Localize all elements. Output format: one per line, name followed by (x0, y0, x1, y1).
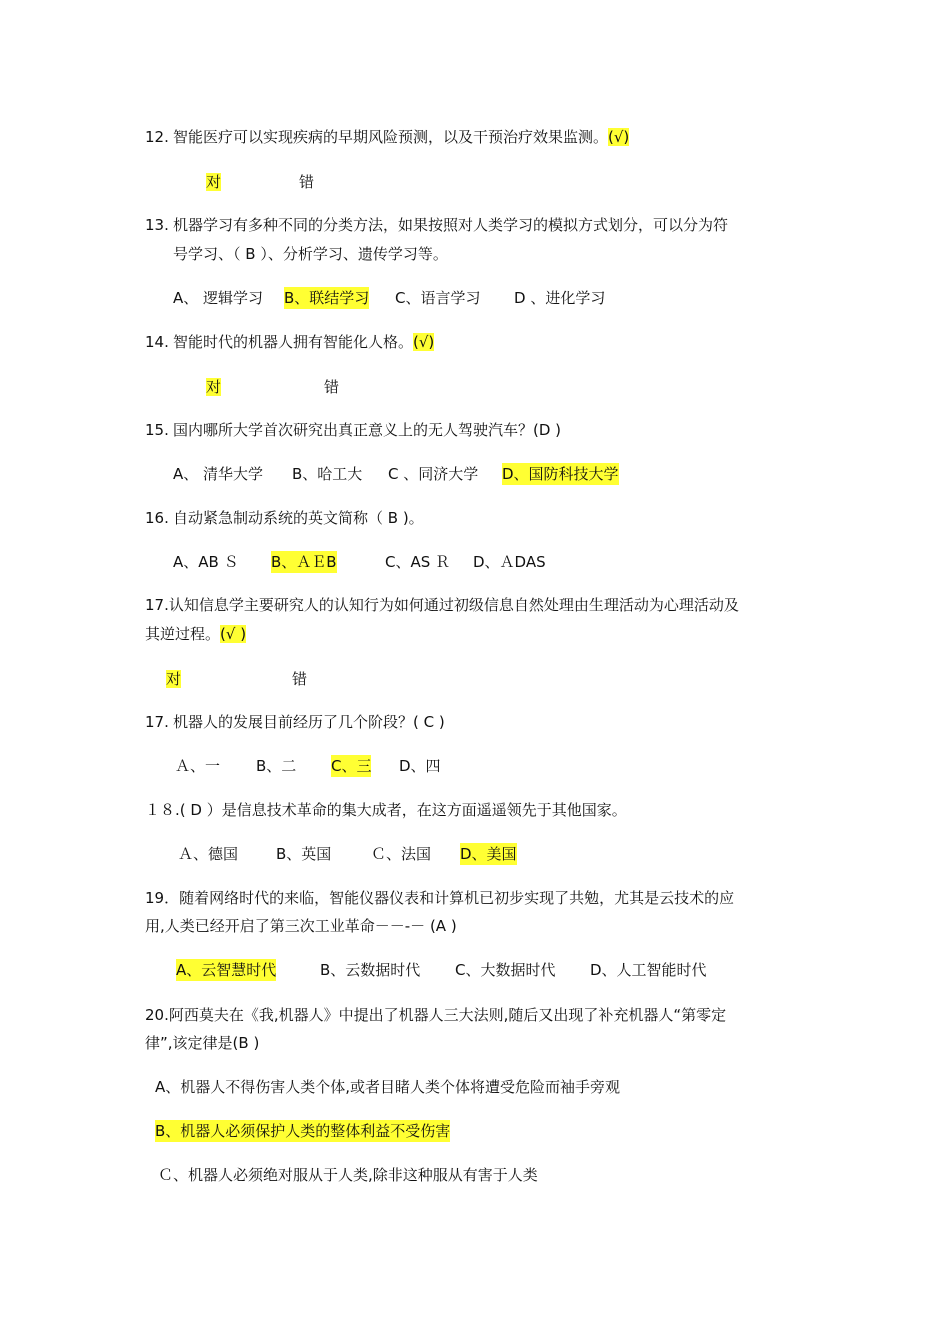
question-13 (145, 214, 728, 236)
option-a: A、 逻辑学习 (173, 289, 264, 307)
question-number: 15. (145, 421, 169, 439)
answer-mark: (√) (608, 128, 630, 146)
option-c: C、三 (331, 757, 372, 775)
option-c: C、语言学习 (395, 289, 481, 307)
question-17a: 17.认知信息学主要研究人的认知行为如何通过初级信息自然处理由生理活动为心理活动及 (145, 596, 739, 614)
question-18: １８.( D ）是信息技术革命的集大成者，在这方面遥遥领先于其他国家。 (145, 801, 627, 819)
option-d: D、ＡDAS (473, 553, 546, 571)
option-a: A、机器人不得伤害人类个体,或者目睹人类个体将遭受危险而袖手旁观 (155, 1078, 621, 1096)
option-d: D 、进化学习 (514, 289, 606, 307)
option-d: D、四 (399, 757, 441, 775)
option-b: B、机器人必须保护人类的整体利益不受伤害 (155, 1122, 451, 1140)
question-number: 14. (145, 333, 169, 351)
question-text: 自动紧急制动系统的英文简称（ B )。 (173, 509, 424, 527)
question-text-continued: 用,人类已经开启了第三次工业革命－－-－ (A ) (145, 917, 457, 935)
question-text: 智能医疗可以实现疾病的早期风险预测，以及干预治疗效果监测。 (173, 128, 609, 146)
option-c: C、AS Ｒ (385, 553, 451, 571)
question-number: 12. (145, 128, 169, 146)
question-17b (145, 711, 445, 733)
question-15 (145, 419, 561, 441)
option-c: Ｃ、机器人必须绝对服从于人类,除非这种服从有害于人类 (158, 1166, 538, 1184)
question-number: 16. (145, 509, 169, 527)
option-b: B、云数据时代 (320, 961, 421, 979)
question-text: 机器人的发展目前经历了几个阶段？( C ) (173, 713, 445, 731)
option-c: C 、同济大学 (388, 465, 479, 483)
option-b: B、联结学习 (284, 289, 370, 307)
question-text: 国内哪所大学首次研究出真正意义上的无人驾驶汽车？(D ) (173, 421, 562, 439)
question-16 (145, 507, 424, 529)
question-text: 智能时代的机器人拥有智能化人格。 (173, 333, 414, 351)
option-d: D、美国 (460, 845, 517, 863)
false-option: 错 (324, 378, 340, 396)
false-option: 错 (299, 173, 315, 191)
option-a: A、云智慧时代 (176, 961, 277, 979)
answer-mark: (√ ) (220, 625, 247, 643)
option-b: B、ＡＥB (271, 553, 337, 571)
question-14 (145, 331, 434, 353)
true-option: 对 (206, 173, 222, 191)
option-a: A、 清华大学 (173, 465, 264, 483)
question-number: 17. (145, 713, 169, 731)
option-b: B、二 (256, 757, 297, 775)
true-option: 对 (206, 378, 222, 396)
question-text: 机器学习有多种不同的分类方法，如果按照对人类学习的模拟方式划分，可以分为符 (173, 216, 729, 234)
option-c: Ｃ、法国 (371, 845, 432, 863)
question-text-continued: 其逆过程。(√ ) (145, 625, 247, 643)
question-text-continued: 号学习、（ B ）、分析学习、遗传学习等。 (173, 245, 448, 263)
question-12 (145, 126, 629, 148)
false-option: 错 (292, 670, 308, 688)
option-a: A、AB Ｓ (173, 553, 239, 571)
question-text-continued: 律”,该定律是(B ) (145, 1034, 260, 1052)
option-a: Ａ、德国 (178, 845, 239, 863)
question-20: 20.阿西莫夫在《我,机器人》中提出了机器人三大法则,随后又出现了补充机器人“第零定 (145, 1006, 727, 1024)
option-b: B、哈工大 (292, 465, 363, 483)
option-c: C、大数据时代 (455, 961, 556, 979)
answer-mark: (√) (413, 333, 435, 351)
question-19: 19．随着网络时代的来临，智能仪器仪表和计算机已初步实现了共勉，尤其是云技术的应 (145, 889, 735, 907)
option-b: B、英国 (276, 845, 332, 863)
option-d: D、国防科技大学 (502, 465, 619, 483)
option-a: Ａ、一 (175, 757, 221, 775)
true-option: 对 (166, 670, 182, 688)
question-number: 13. (145, 216, 169, 234)
option-d: D、人工智能时代 (590, 961, 707, 979)
